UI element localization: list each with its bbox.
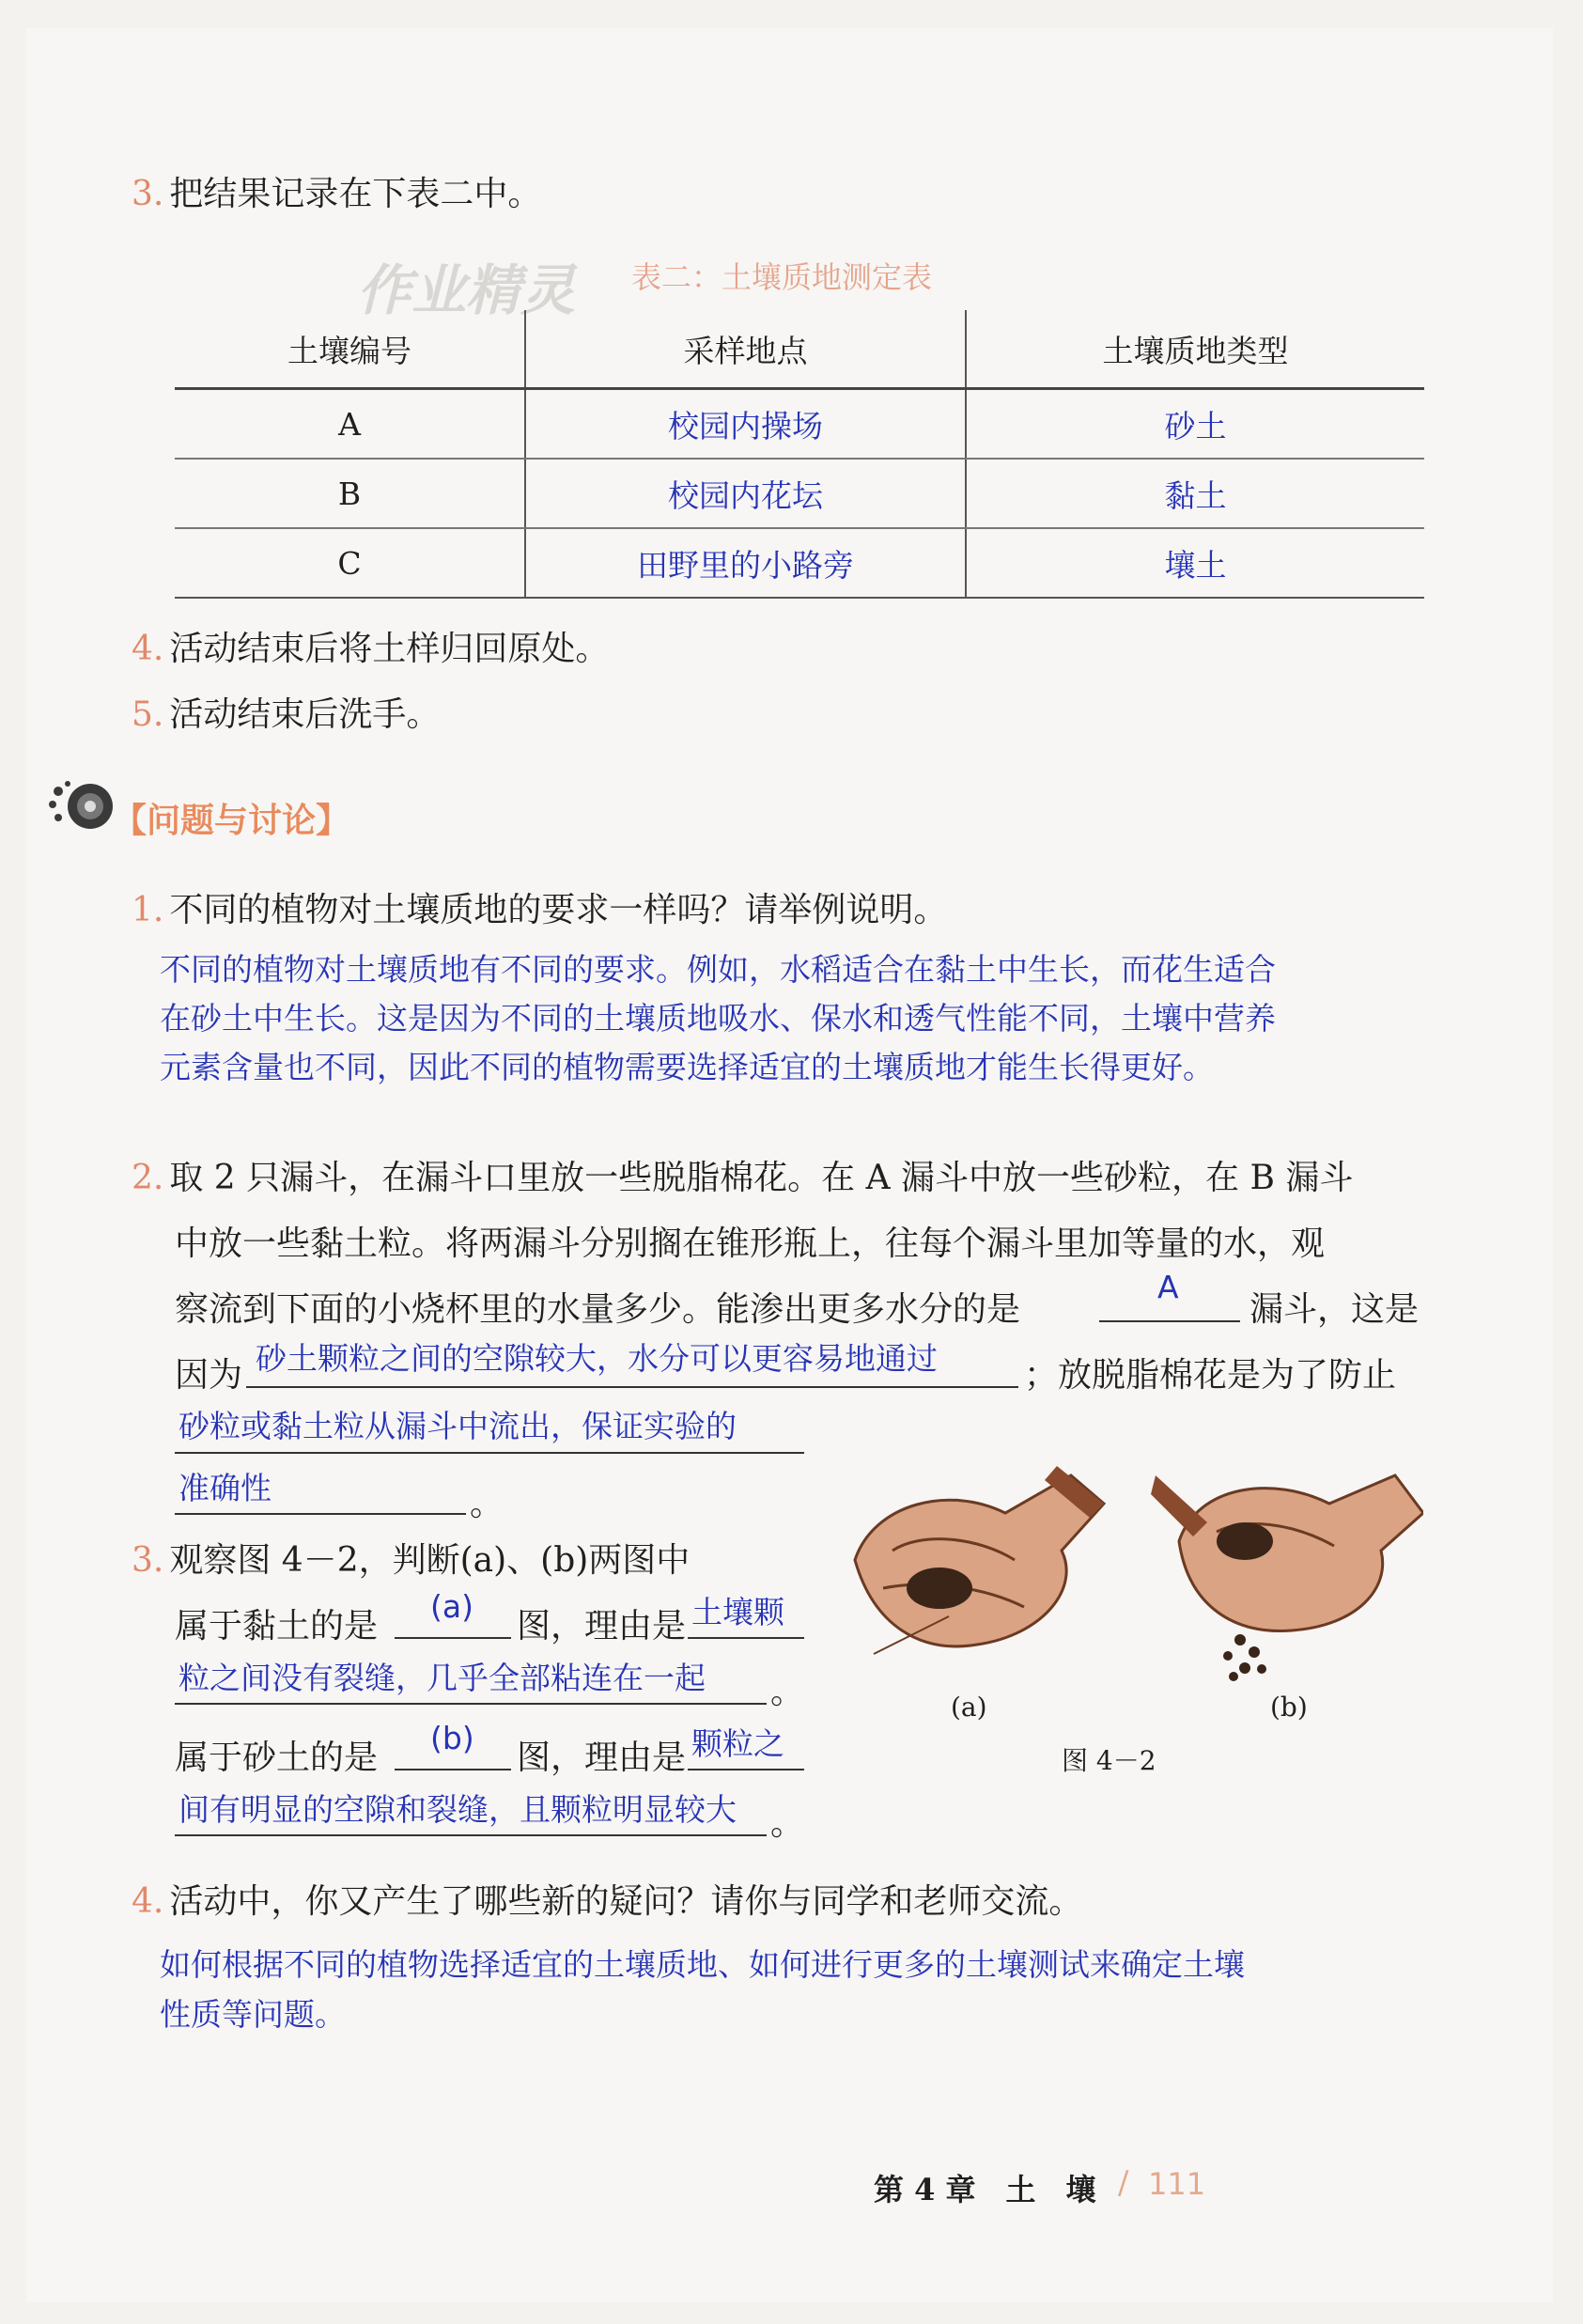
table-caption: 表二：土壤质地测定表 [631,259,933,295]
question-2-line-3b: 漏斗，这是 [1249,1290,1420,1329]
question-3: 3. 观察图 4－2，判断(a)、(b)两图中 [132,1541,691,1580]
period: 。 [770,1804,805,1843]
table-row [175,528,1424,598]
row-place: 校园内花坛 [525,459,966,528]
clay-reason-1: 土壤颗 [691,1594,784,1630]
blank-underline [175,1703,767,1705]
section-title: 【问题与讨论】 [113,802,350,840]
sand-reason-label: 图，理由是 [517,1739,687,1777]
q2-answer-funnel: A [1157,1269,1179,1305]
row-place: 田野里的小路旁 [525,528,966,598]
q1-answer-line: 不同的植物对土壤质地有不同的要求。例如，水稻适合在黏土中生长，而花生适合 [160,951,1276,988]
q1-answer-line: 元素含量也不同，因此不同的植物需要选择适宜的土壤质地才能生长得更好。 [160,1049,1214,1085]
clay-reason-2: 粒之间没有裂缝，几乎全部粘连在一起 [178,1660,706,1696]
figure-a-clay-hands [836,1447,1109,1692]
step-3: 3. 把结果记录在下表二中。 [132,175,542,213]
row-id: A [175,389,525,460]
step-5: 5. 活动结束后洗手。 [132,695,441,734]
blank-underline [395,1637,511,1639]
row-id: C [175,528,525,598]
blank-underline [175,1513,466,1515]
figure-a-label: (a) [951,1692,987,1723]
question-2-line-2: 中放一些黏土粒。将两漏斗分别搁在锥形瓶上，往每个漏斗里加等量的水，观 [175,1224,1326,1263]
sand-answer: (b) [430,1720,474,1756]
clay-label: 属于黏土的是 [175,1607,379,1646]
q2-answer-purpose-end: 准确性 [178,1470,272,1506]
table-row [175,459,1424,528]
period: 。 [470,1485,504,1523]
blank-underline [246,1386,1018,1388]
question-1: 1. 不同的植物对土壤质地的要求一样吗？请举例说明。 [132,891,948,929]
row-type: 砂土 [966,389,1424,460]
row-type: 壤土 [966,528,1424,598]
page-number: 111 [1148,2166,1206,2202]
figure-caption: 图 4－2 [1062,1745,1156,1776]
table-row [175,389,1424,460]
blank-underline [175,1834,767,1836]
clay-answer: (a) [430,1588,473,1625]
footer-separator: / [1118,2164,1129,2202]
blank-underline [1099,1320,1240,1322]
table-header-row [175,310,1424,389]
watermark: 作业精灵 [357,258,576,322]
header-soil-type: 土壤质地类型 [966,310,1424,389]
q1-answer-line: 在砂土中生长。这是因为不同的土壤质地吸水、保水和透气性能不同，土壤中营养 [160,1000,1276,1037]
header-soil-id: 土壤编号 [175,310,525,389]
question-2-line-3a: 察流到下面的小烧杯里的水量多少。能渗出更多水分的是 [175,1290,1021,1329]
blank-underline [688,1769,804,1770]
question-2-line-4b: ；放脱脂棉花是为了防止 [1024,1356,1397,1395]
row-id: B [175,459,525,528]
blank-underline [175,1452,804,1454]
figure-b-sand-hands [1151,1438,1423,1692]
discussion-icon [41,776,115,834]
blank-underline [395,1769,511,1770]
row-type: 黏土 [966,459,1424,528]
question-2-line-4a: 因为 [175,1356,243,1395]
sand-label: 属于砂土的是 [175,1739,379,1777]
step-4: 4. 活动结束后将土样归回原处。 [132,630,610,668]
clay-reason-label: 图，理由是 [517,1607,687,1646]
q4-answer-line: 如何根据不同的植物选择适宜的土壤质地、如何进行更多的土壤测试来确定土壤 [160,1946,1245,1983]
sand-reason-2: 间有明显的空隙和裂缝，且颗粒明显较大 [178,1791,737,1828]
row-place: 校园内操场 [525,389,966,460]
sand-reason-1: 颗粒之 [691,1725,784,1762]
q2-answer-reason: 砂土颗粒之间的空隙较大，水分可以更容易地通过 [256,1340,938,1377]
blank-underline [688,1637,804,1639]
period: 。 [770,1673,805,1711]
header-sample-place: 采样地点 [525,310,966,389]
footer-chapter: 第 4 章 土 壤 [874,2172,1096,2207]
figure-b-label: (b) [1270,1692,1308,1723]
q2-answer-purpose: 砂粒或黏土粒从漏斗中流出，保证实验的 [178,1408,737,1444]
question-2-line-1: 2. 取 2 只漏斗，在漏斗口里放一些脱脂棉花。在 A 漏斗中放一些砂粒，在 B 漏斗 [132,1159,1354,1197]
soil-texture-table [175,310,1424,599]
question-4: 4. 活动中，你又产生了哪些新的疑问？请你与同学和老师交流。 [132,1882,1083,1921]
q4-answer-line: 性质等问题。 [160,1996,346,2033]
